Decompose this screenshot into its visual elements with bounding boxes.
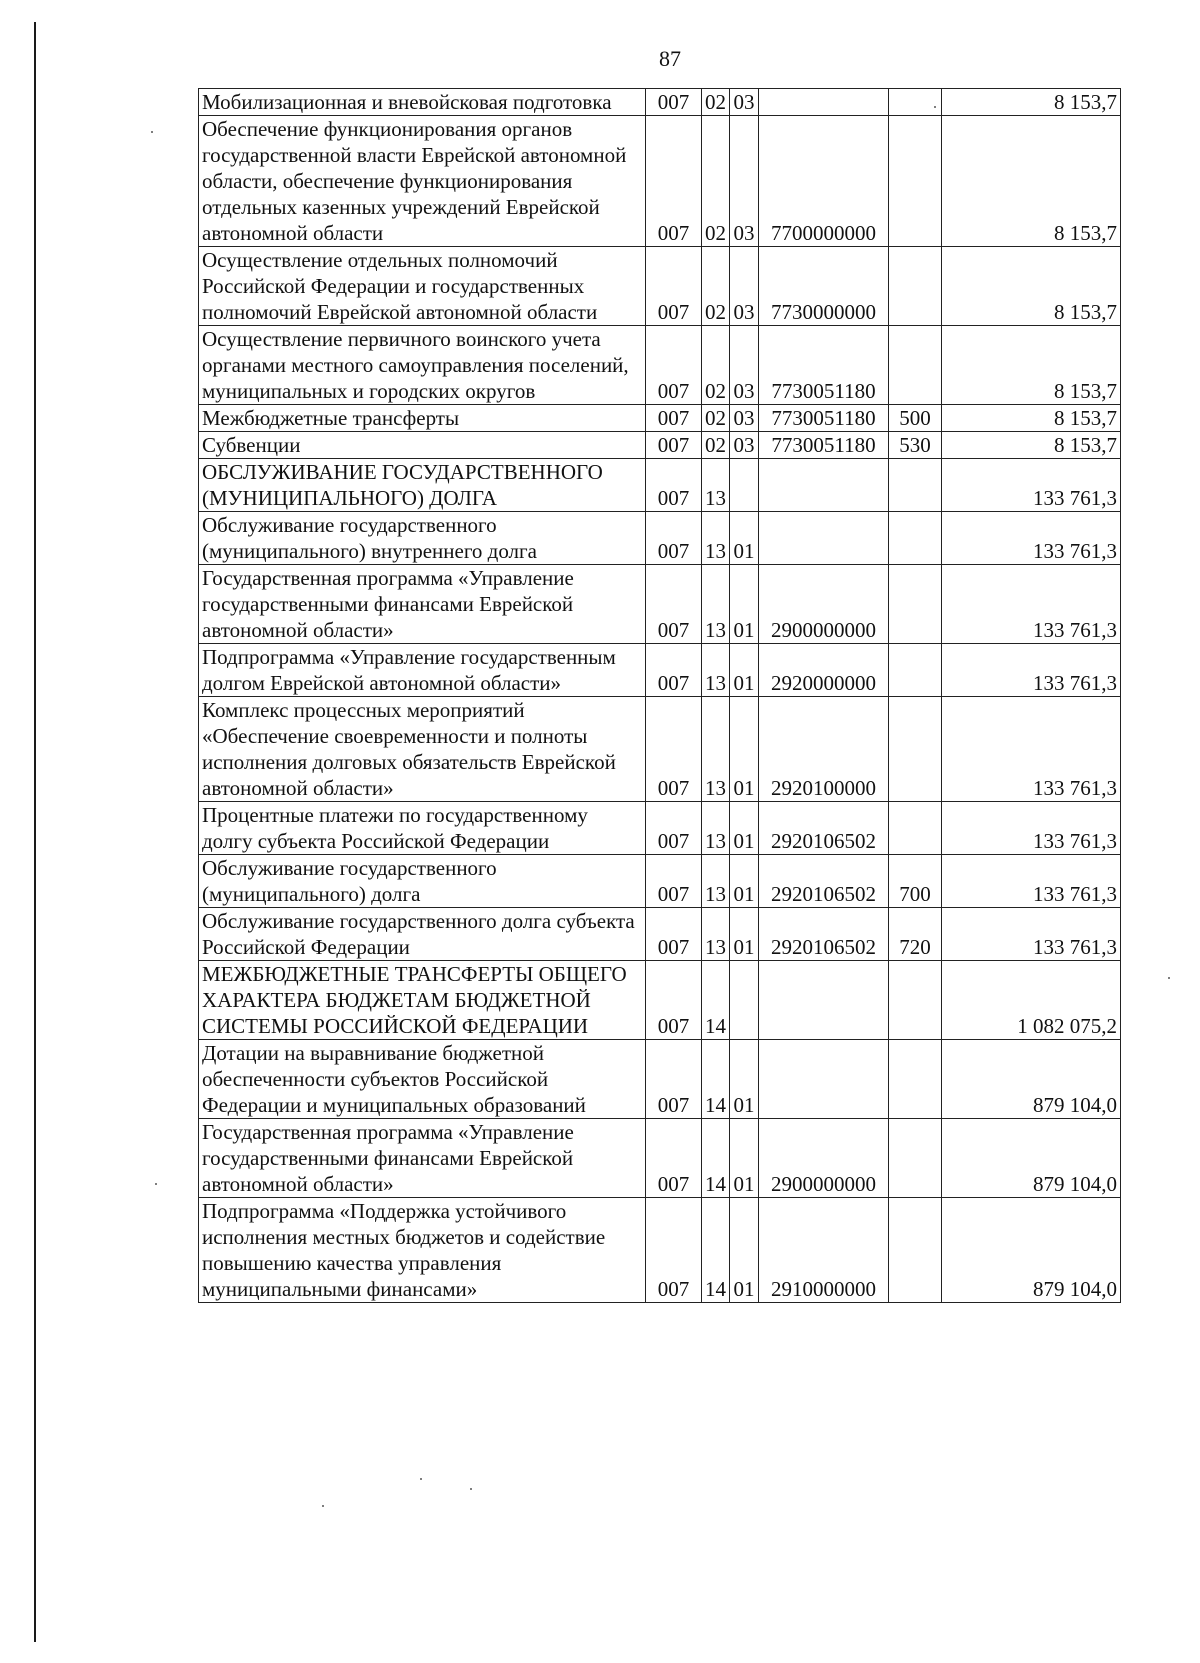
scan-speck — [934, 106, 936, 108]
cell-target-article: 2920106502 — [759, 908, 889, 961]
cell-expense-type — [889, 459, 942, 512]
cell-ministry-code: 007 — [646, 644, 702, 697]
cell-expense-type: 720 — [889, 908, 942, 961]
cell-section: 14 — [702, 1040, 730, 1119]
scan-speck — [420, 1478, 422, 1480]
cell-target-article: 2900000000 — [759, 565, 889, 644]
cell-subsection: 01 — [730, 565, 759, 644]
cell-section: 02 — [702, 432, 730, 459]
cell-subsection: 01 — [730, 802, 759, 855]
cell-section: 13 — [702, 459, 730, 512]
cell-subsection: 03 — [730, 247, 759, 326]
cell-expense-type — [889, 1040, 942, 1119]
cell-section: 13 — [702, 908, 730, 961]
cell-name: Обеспечение функционирования органов государственной власти Еврейской автономной области, обеспечение функционирования отдельных казенных учреждений Еврейской автономной области — [199, 116, 646, 247]
cell-expense-type — [889, 697, 942, 802]
cell-amount: 133 761,3 — [942, 565, 1121, 644]
cell-target-article — [759, 459, 889, 512]
cell-subsection: 03 — [730, 432, 759, 459]
cell-name: Государственная программа «Управление государственными финансами Еврейской автономной области» — [199, 1119, 646, 1198]
cell-amount: 1 082 075,2 — [942, 961, 1121, 1040]
cell-amount: 8 153,7 — [942, 116, 1121, 247]
cell-section: 02 — [702, 326, 730, 405]
cell-target-article: 7730000000 — [759, 247, 889, 326]
cell-ministry-code: 007 — [646, 247, 702, 326]
cell-target-article: 2920106502 — [759, 855, 889, 908]
cell-amount: 133 761,3 — [942, 802, 1121, 855]
cell-name: Обслуживание государственного (муниципального) внутреннего долга — [199, 512, 646, 565]
cell-ministry-code: 007 — [646, 432, 702, 459]
table-row — [199, 565, 1121, 644]
cell-ministry-code: 007 — [646, 459, 702, 512]
table-row — [199, 459, 1121, 512]
cell-name: Государственная программа «Управление государственными финансами Еврейской автономной области» — [199, 565, 646, 644]
cell-name: Подпрограмма «Управление государственным долгом Еврейской автономной области» — [199, 644, 646, 697]
cell-section: 13 — [702, 565, 730, 644]
cell-ministry-code: 007 — [646, 961, 702, 1040]
cell-ministry-code: 007 — [646, 565, 702, 644]
cell-name: Дотации на выравнивание бюджетной обеспеченности субъектов Российской Федерации и муниципальных образований — [199, 1040, 646, 1119]
cell-ministry-code: 007 — [646, 697, 702, 802]
cell-expense-type: 500 — [889, 405, 942, 432]
cell-subsection: 03 — [730, 326, 759, 405]
cell-target-article: 7730051180 — [759, 432, 889, 459]
table-row — [199, 908, 1121, 961]
cell-target-article: 7700000000 — [759, 116, 889, 247]
cell-ministry-code: 007 — [646, 405, 702, 432]
cell-section: 13 — [702, 855, 730, 908]
scan-speck — [155, 1183, 157, 1185]
cell-ministry-code: 007 — [646, 908, 702, 961]
cell-subsection: 01 — [730, 1119, 759, 1198]
table-row — [199, 116, 1121, 247]
cell-amount: 8 153,7 — [942, 89, 1121, 116]
cell-name: Подпрограмма «Поддержка устойчивого исполнения местных бюджетов и содействие повышению качества управления муниципальными финансами» — [199, 1198, 646, 1303]
table-row — [199, 802, 1121, 855]
cell-target-article — [759, 961, 889, 1040]
cell-amount: 879 104,0 — [942, 1119, 1121, 1198]
cell-section: 14 — [702, 961, 730, 1040]
table-row — [199, 247, 1121, 326]
budget-table-body — [199, 89, 1121, 1303]
table-row — [199, 1198, 1121, 1303]
cell-expense-type — [889, 89, 942, 116]
cell-name: Межбюджетные трансферты — [199, 405, 646, 432]
cell-target-article — [759, 89, 889, 116]
cell-ministry-code: 007 — [646, 116, 702, 247]
cell-amount: 133 761,3 — [942, 855, 1121, 908]
cell-expense-type — [889, 1119, 942, 1198]
table-row — [199, 855, 1121, 908]
cell-section: 13 — [702, 697, 730, 802]
cell-name: Процентные платежи по государственному долгу субъекта Российской Федерации — [199, 802, 646, 855]
cell-subsection — [730, 961, 759, 1040]
cell-section: 13 — [702, 644, 730, 697]
page-number: 87 — [659, 46, 681, 71]
table-row — [199, 697, 1121, 802]
cell-subsection: 03 — [730, 89, 759, 116]
binding-line — [34, 22, 36, 1642]
cell-expense-type — [889, 326, 942, 405]
cell-name: Обслуживание государственного долга субъекта Российской Федерации — [199, 908, 646, 961]
cell-ministry-code: 007 — [646, 89, 702, 116]
cell-subsection: 03 — [730, 116, 759, 247]
cell-amount: 879 104,0 — [942, 1040, 1121, 1119]
cell-expense-type — [889, 247, 942, 326]
cell-expense-type — [889, 802, 942, 855]
cell-section: 02 — [702, 116, 730, 247]
cell-target-article: 2900000000 — [759, 1119, 889, 1198]
cell-amount: 8 153,7 — [942, 432, 1121, 459]
table-row — [199, 326, 1121, 405]
cell-name: МЕЖБЮДЖЕТНЫЕ ТРАНСФЕРТЫ ОБЩЕГО ХАРАКТЕРА БЮДЖЕТАМ БЮДЖЕТНОЙ СИСТЕМЫ РОССИЙСКОЙ ФЕДЕРАЦИИ — [199, 961, 646, 1040]
cell-amount: 133 761,3 — [942, 459, 1121, 512]
cell-amount: 133 761,3 — [942, 908, 1121, 961]
cell-section: 13 — [702, 802, 730, 855]
scan-speck — [470, 1488, 472, 1490]
cell-ministry-code: 007 — [646, 855, 702, 908]
cell-expense-type — [889, 961, 942, 1040]
cell-expense-type — [889, 116, 942, 247]
cell-subsection: 01 — [730, 512, 759, 565]
cell-target-article: 2910000000 — [759, 1198, 889, 1303]
cell-section: 02 — [702, 89, 730, 116]
cell-target-article — [759, 1040, 889, 1119]
cell-name: ОБСЛУЖИВАНИЕ ГОСУДАРСТВЕННОГО (МУНИЦИПАЛЬНОГО) ДОЛГА — [199, 459, 646, 512]
table-row — [199, 89, 1121, 116]
cell-expense-type — [889, 565, 942, 644]
cell-subsection: 01 — [730, 697, 759, 802]
cell-subsection: 01 — [730, 1198, 759, 1303]
cell-name: Субвенции — [199, 432, 646, 459]
cell-subsection: 01 — [730, 855, 759, 908]
cell-target-article: 2920106502 — [759, 802, 889, 855]
cell-name: Осуществление отдельных полномочий Российской Федерации и государственных полномочий Еврейской автономной области — [199, 247, 646, 326]
cell-expense-type — [889, 644, 942, 697]
cell-target-article: 2920000000 — [759, 644, 889, 697]
cell-subsection — [730, 459, 759, 512]
cell-section: 14 — [702, 1198, 730, 1303]
cell-expense-type: 530 — [889, 432, 942, 459]
cell-name: Комплекс процессных мероприятий «Обеспечение своевременности и полноты исполнения долговых обязательств Еврейской автономной области» — [199, 697, 646, 802]
cell-amount: 8 153,7 — [942, 326, 1121, 405]
table-row — [199, 644, 1121, 697]
cell-amount: 8 153,7 — [942, 405, 1121, 432]
scan-speck — [1168, 977, 1170, 979]
cell-name: Обслуживание государственного (муниципального) долга — [199, 855, 646, 908]
cell-target-article: 2920100000 — [759, 697, 889, 802]
cell-target-article: 7730051180 — [759, 405, 889, 432]
cell-expense-type — [889, 1198, 942, 1303]
cell-section: 14 — [702, 1119, 730, 1198]
table-row — [199, 961, 1121, 1040]
cell-subsection: 03 — [730, 405, 759, 432]
cell-target-article: 7730051180 — [759, 326, 889, 405]
table-row — [199, 1119, 1121, 1198]
table-row — [199, 432, 1121, 459]
cell-section: 13 — [702, 512, 730, 565]
table-row — [199, 405, 1121, 432]
cell-section: 02 — [702, 247, 730, 326]
cell-amount: 879 104,0 — [942, 1198, 1121, 1303]
cell-ministry-code: 007 — [646, 1198, 702, 1303]
cell-ministry-code: 007 — [646, 802, 702, 855]
cell-subsection: 01 — [730, 908, 759, 961]
cell-expense-type — [889, 512, 942, 565]
cell-amount: 133 761,3 — [942, 512, 1121, 565]
scan-speck — [322, 1505, 324, 1507]
cell-subsection: 01 — [730, 644, 759, 697]
cell-target-article — [759, 512, 889, 565]
cell-section: 02 — [702, 405, 730, 432]
scan-speck — [151, 131, 153, 133]
table-row — [199, 1040, 1121, 1119]
cell-name: Осуществление первичного воинского учета органами местного самоуправления поселений, муниципальных и городских округов — [199, 326, 646, 405]
budget-table — [198, 88, 1121, 1303]
cell-name: Мобилизационная и вневойсковая подготовка — [199, 89, 646, 116]
cell-amount: 8 153,7 — [942, 247, 1121, 326]
cell-expense-type: 700 — [889, 855, 942, 908]
cell-ministry-code: 007 — [646, 1040, 702, 1119]
cell-ministry-code: 007 — [646, 1119, 702, 1198]
cell-amount: 133 761,3 — [942, 697, 1121, 802]
table-row — [199, 512, 1121, 565]
cell-subsection: 01 — [730, 1040, 759, 1119]
cell-amount: 133 761,3 — [942, 644, 1121, 697]
cell-ministry-code: 007 — [646, 326, 702, 405]
cell-ministry-code: 007 — [646, 512, 702, 565]
